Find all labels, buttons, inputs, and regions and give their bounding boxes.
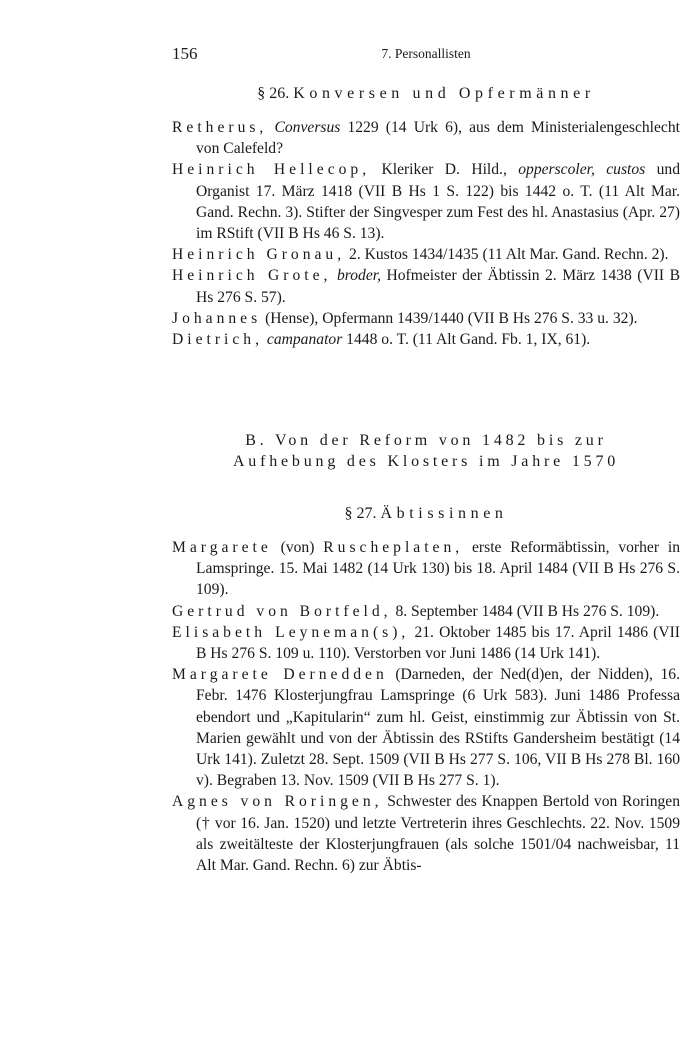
person-name: Margarete	[172, 539, 272, 556]
part-b-line-2: Aufhebung des Klosters im Jahre 1570	[232, 453, 620, 470]
entry-text: Hofmeister der Äbtissin 2. März 1438 (VII B Hs 276 S. 57).	[196, 267, 680, 306]
entry-text: (Hense), Opfermann 1439/1440 (VII B Hs 276 S. 33 u. 32).	[261, 309, 638, 327]
entry-text: erste Reformäbtissin, vorher in Lamspringe. 15. Mai 1482 (14 Urk 130) bis 18. April 1484 (VII B Hs 276 S. 109).	[196, 539, 680, 599]
list-item	[172, 244, 680, 265]
person-name: Margarete Dernedden	[172, 666, 388, 684]
list-item	[172, 601, 680, 622]
section-symbol: § 27.	[344, 505, 377, 522]
list-item	[172, 117, 680, 159]
entry-text: 2. Kustos 1434/1435 (11 Alt Mar. Gand. Rechn. 2).	[345, 246, 669, 264]
person-name: Elisabeth Leyneman(s),	[172, 623, 410, 641]
italic-term: Conversus	[274, 119, 341, 136]
list-item	[172, 664, 680, 791]
part-b-heading	[172, 430, 680, 472]
list-item	[172, 329, 680, 350]
list-item	[172, 622, 680, 664]
list-item	[172, 265, 680, 307]
section-27-heading	[172, 503, 680, 525]
italic-term: broder,	[336, 267, 381, 285]
person-name: Johannes	[172, 309, 262, 327]
entry-text: 21. Oktober 1485 bis 17. April 1486 (VII B Hs 276 S. 109 u. 110). Verstorben vor Juni 1486 (14 Urk 141).	[196, 623, 680, 663]
person-name: Agnes von Roringen,	[172, 793, 383, 811]
entry-text: 8. September 1484 (VII B Hs 276 S. 109).	[391, 602, 660, 620]
section-title: Konversen und Opfermänner	[293, 85, 595, 102]
person-name: Heinrich Gronau,	[172, 246, 346, 264]
entry-text: und Organist 17. März 1418 (VII B Hs 1 S. 122) bis 1442 o. T. (11 Alt Mar. Gand. Rechn. 3). Stifter der Singvesper zum Fest des hl. Anastasius (Apr. 27) im RStift (VII B Hs 46 S. 13).	[196, 161, 680, 243]
person-name: Gertrud von Bortfeld,	[172, 602, 392, 620]
italic-term: campanator	[266, 331, 343, 349]
list-item	[172, 308, 680, 329]
part-b-line-1: B. Von der Reform von 1482 bis zur	[245, 432, 607, 449]
person-name: Dietrich,	[172, 331, 263, 349]
entry-text: 1448 o. T. (11 Alt Gand. Fb. 1, IX, 61).	[342, 331, 591, 349]
entry-text: Kleriker D. Hild.,	[370, 161, 519, 179]
section-title: Äbtissinnen	[380, 505, 508, 522]
person-name: Ruscheplaten,	[323, 539, 464, 556]
italic-term: opperscoler, custos	[518, 161, 646, 179]
section-27-entries	[172, 537, 680, 876]
page-number: 156	[172, 44, 198, 63]
section-symbol: § 26.	[257, 85, 290, 102]
entry-text: (Darneden, der Ned(d)en, der Nidden), 16. Febr. 1476 Klosterjungfrau Lamspringe (6 Urk 583). Juni 1486 Professa ebendort und „Kapitularin“ zum hl. Geist, einstimmig zur Äbtissin von St. Marien gewählt und von der Äbtissin des RStifts Gandersheim bestätigt (14 Urk 141). Zuletzt 28. Sept. 1509 (VII B Hs 277 S. 106, VII B Hs 278 Bl. 160 v). Begraben 13. Nov. 1509 (VII B Hs 277 S. 1).	[196, 666, 680, 790]
entry-text: Schwester des Knappen Bertold von Roringen († vor 16. Jan. 1520) und letzte Vertreterin ihres Geschlechts. 22. Nov. 1509 als zweitälteste der Klosterjungfrauen (als solche 1501/04 nachweisbar, 11 Alt Mar. Gand. Rechn. 6) zur Äbtis-	[196, 793, 681, 875]
person-name: Heinrich Hellecop,	[172, 161, 371, 179]
entry-text: 1229 (14 Urk 6), aus dem Ministerialengeschlecht von Calefeld?	[196, 119, 680, 158]
section-26-heading	[172, 83, 680, 105]
list-item	[172, 791, 680, 876]
entry-text: (von)	[271, 539, 324, 556]
list-item	[172, 159, 680, 244]
page-header	[172, 44, 680, 66]
list-item	[172, 537, 680, 601]
person-name: Heinrich Grote,	[172, 267, 332, 285]
person-name: Retherus,	[172, 119, 268, 136]
running-title: 7. Personallisten	[381, 46, 471, 61]
section-26-entries	[172, 117, 680, 350]
